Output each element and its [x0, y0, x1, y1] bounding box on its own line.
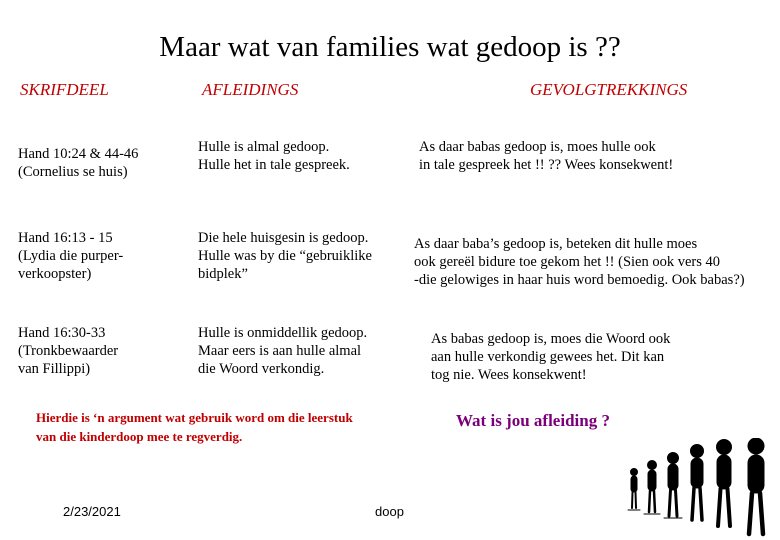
row2-deduction: Die hele huisgesin is gedoop. Hulle was by die “gebruiklike bidplek”: [198, 230, 372, 282]
figure-2: [648, 461, 657, 513]
figure-1: [631, 469, 638, 509]
question-text: Wat is jou afleiding ?: [456, 411, 610, 430]
row1-conclusion: As daar babas gedoop is, moes hulle ook in tale gespreek het !! ?? Wees konsekwent!: [419, 139, 674, 173]
row2-scripture: Hand 16:13 - 15 (Lydia die purper- verkoopster): [18, 230, 124, 282]
argument-note: Hierdie is ‘n argument wat gebruik word om die leerstuk van die kinderdoop mee te regverdig.: [36, 410, 353, 444]
footer-center: doop: [375, 504, 404, 519]
row2-conclusion: As daar baba’s gedoop is, beteken dit hulle moes ook gereël bidure toe gekom het !! (Sien ook vers 40 -die gelowiges in haar huis word bemoedig. Ook babas?): [414, 236, 745, 288]
people-figures-icon: [624, 438, 780, 538]
header-deductions: AFLEIDINGS: [202, 80, 299, 99]
footer-date: 2/23/2021: [63, 504, 121, 519]
header-conclusions: GEVOLGTREKKINGS: [530, 80, 688, 99]
header-scripture: SKRIFDEEL: [20, 80, 109, 99]
figure-4: [691, 445, 704, 521]
row1-scripture: Hand 10:24 & 44-46 (Cornelius se huis): [18, 146, 139, 180]
row3-deduction: Hulle is onmiddellik gedoop. Maar eers is aan hulle almal die Woord verkondig.: [198, 325, 368, 377]
figure-5: [717, 440, 732, 527]
row3-scripture: Hand 16:30-33 (Tronkbewaarder van Fillippi): [18, 325, 119, 377]
slide-title: Maar wat van families wat gedoop is ??: [159, 31, 621, 63]
row3-conclusion: As babas gedoop is, moes die Woord ook aan hulle verkondig gewees het. Dit kan tog nie. Wees konsekwent!: [431, 331, 671, 383]
row1-deduction: Hulle is almal gedoop. Hulle het in tale gespreek.: [198, 139, 350, 173]
figure-6: [748, 438, 764, 534]
figure-3: [668, 453, 679, 517]
